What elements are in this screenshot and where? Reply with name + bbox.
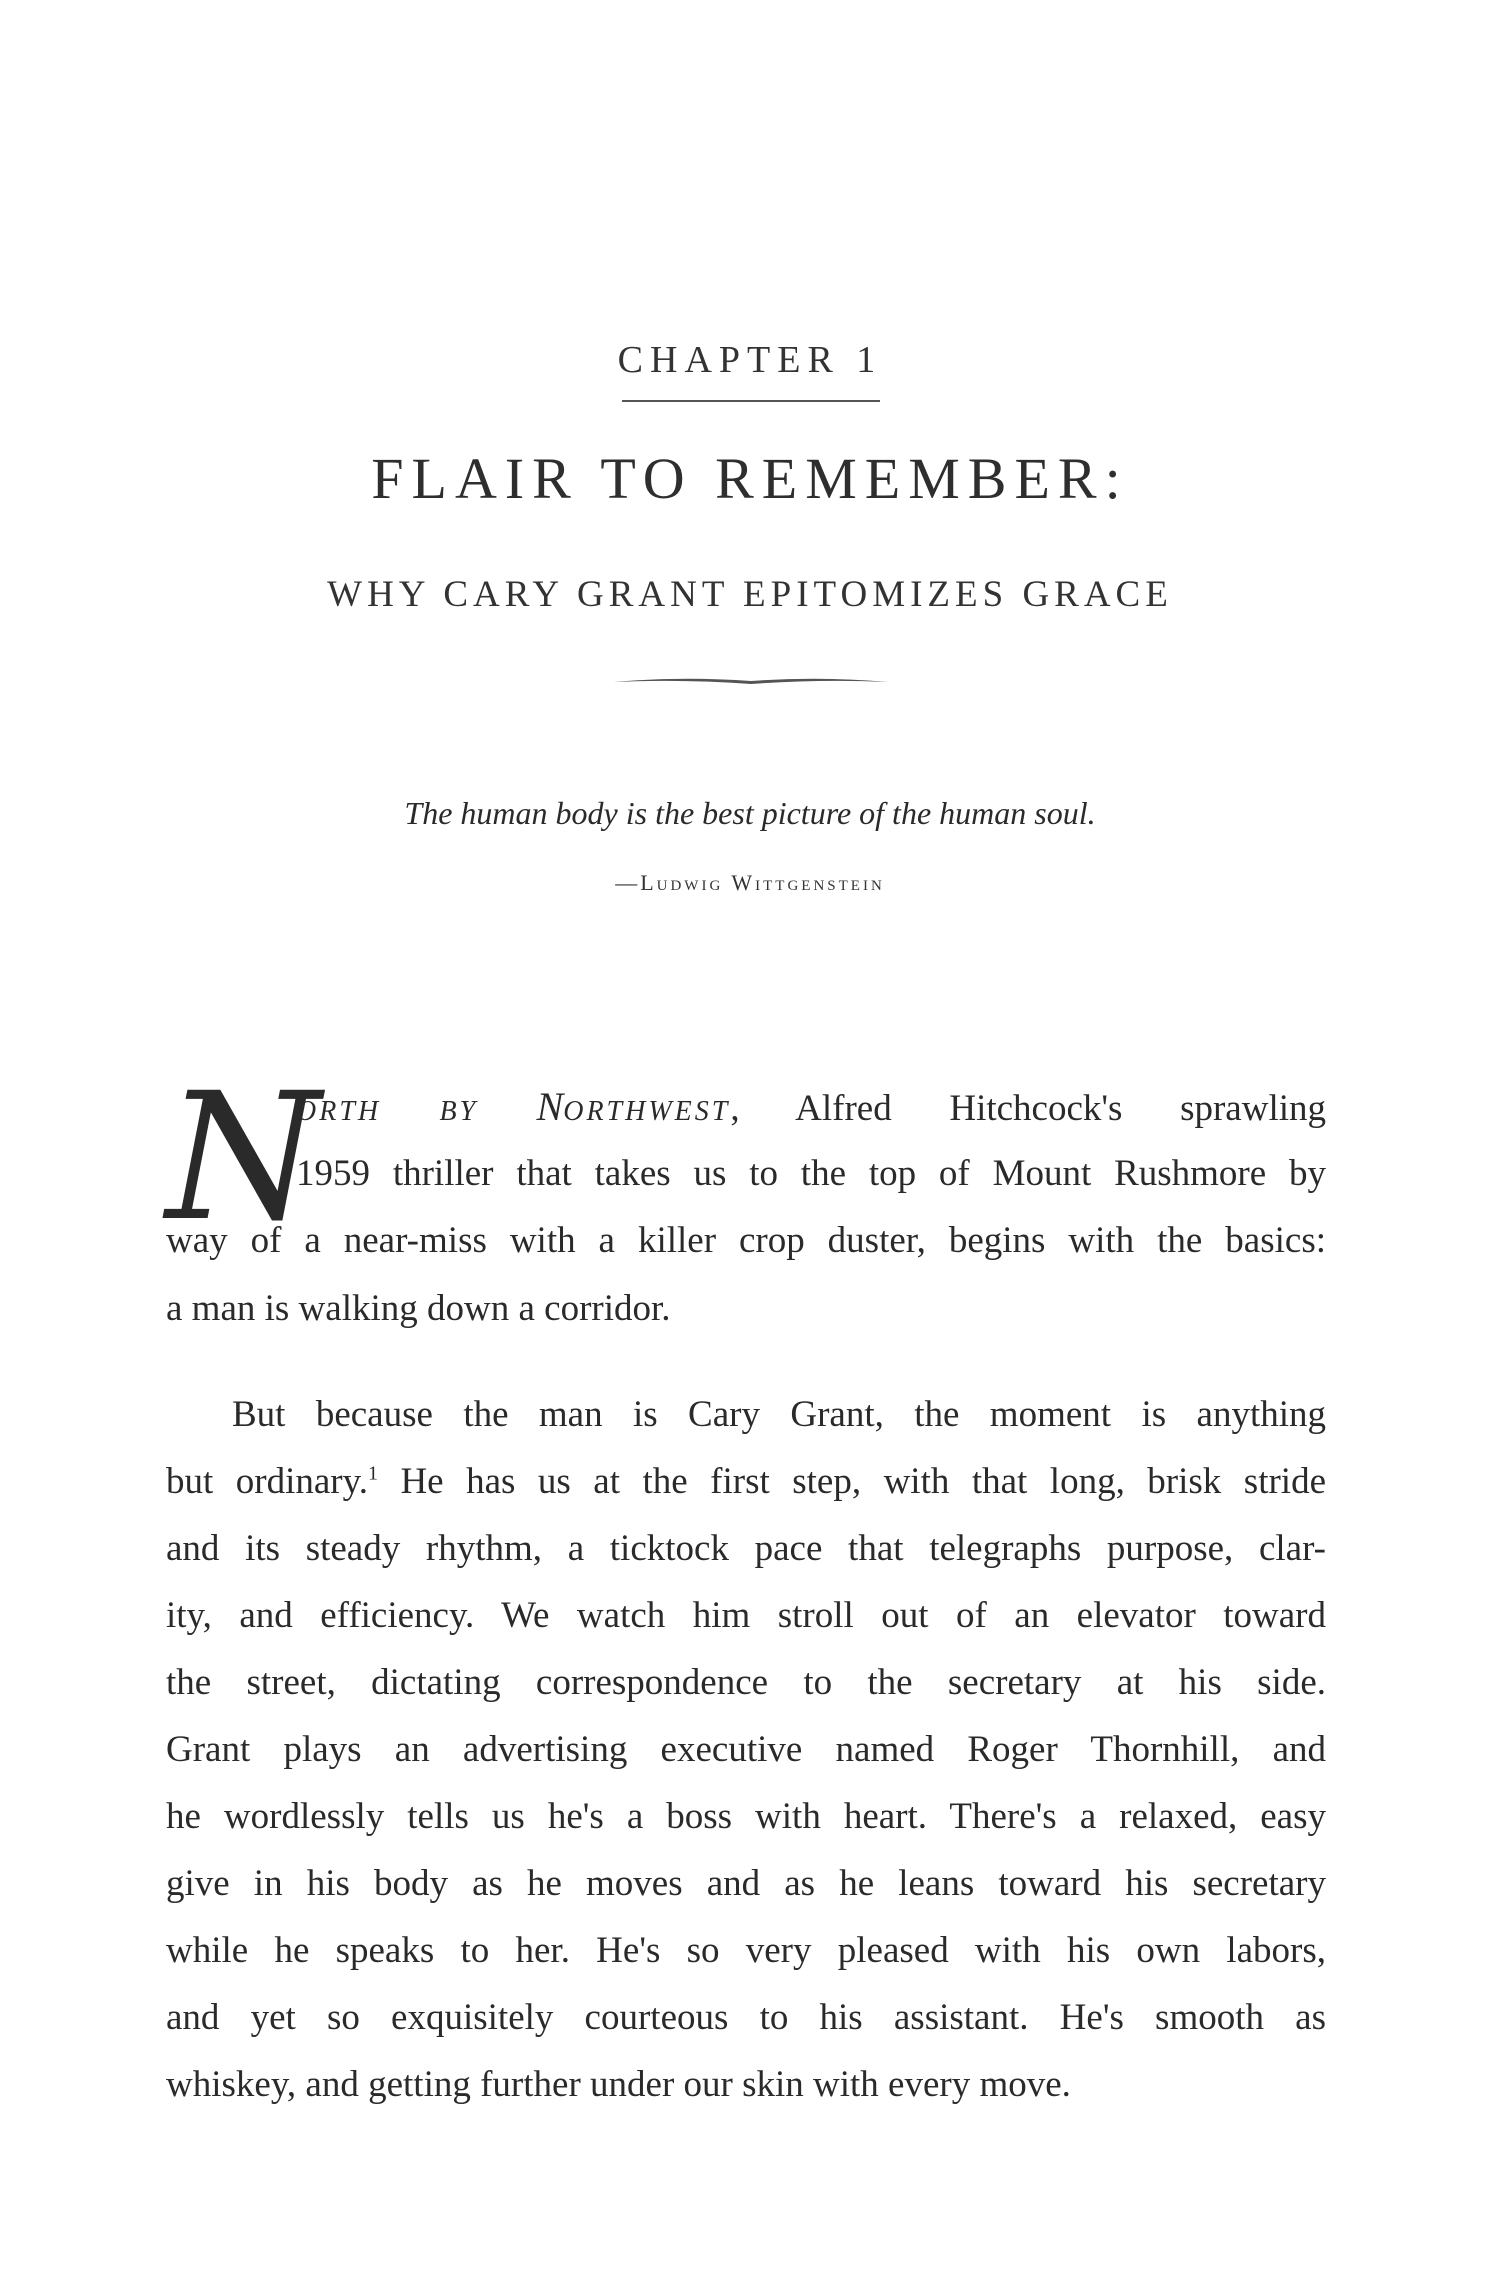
epigraph-quote: The human body is the best picture of the human soul. — [404, 795, 1096, 831]
text-line: and its steady rhythm, a ticktock pace that telegraphs purpose, clar- — [166, 1528, 1326, 1569]
text-line — [296, 1084, 1326, 1129]
line-text: , Alfred Hitchcock's sprawling — [730, 1088, 1326, 1129]
text-line: Grant plays an advertising executive named Roger Thornhill, and — [166, 1729, 1326, 1770]
chapter-number: CHAPTER 1 — [617, 339, 883, 381]
text-line: whiskey, and getting further under our skin with every move. — [166, 2064, 1071, 2105]
text-line: give in his body as he moves and as he leans toward his secretary — [166, 1863, 1326, 1904]
footnote-marker: 1 — [367, 1462, 378, 1485]
text-line: he wordlessly tells us he's a boss with heart. There's a relaxed, easy — [166, 1796, 1326, 1837]
line-text: He has us at the first step, with that long, brisk stride — [377, 1461, 1326, 1502]
chapter-rule — [622, 400, 880, 402]
chapter-subtitle: WHY CARY GRANT EPITOMIZES GRACE — [327, 574, 1173, 615]
text-line: and yet so exquisitely courteous to his assistant. He's smooth as — [166, 1997, 1326, 2038]
epigraph-attribution: —Ludwig Wittgenstein — [615, 870, 885, 895]
text-line: the street, dictating correspondence to the secretary at his side. — [166, 1662, 1326, 1703]
text-line: ity, and efficiency. We watch him stroll out of an elevator toward — [166, 1595, 1326, 1636]
text-line: while he speaks to her. He's so very pleased with his own labors, — [166, 1930, 1326, 1971]
text-line: But because the man is Cary Grant, the moment is anything — [232, 1394, 1326, 1435]
chapter-title: FLAIR TO REMEMBER: — [371, 446, 1129, 511]
text-line: a man is walking down a corridor. — [166, 1288, 671, 1329]
text-line: 1959 thriller that takes us to the top of Mount Rushmore by — [296, 1153, 1326, 1194]
ornament-divider — [612, 672, 890, 692]
lead-in-small-caps: ORTHWEST — [563, 1096, 731, 1127]
lead-in-small-caps: ORTH BY — [296, 1096, 537, 1127]
drop-cap: N — [166, 1055, 320, 1260]
text-line — [166, 1463, 1326, 1500]
lead-in-cap: N — [536, 1084, 564, 1129]
text-line: way of a near-miss with a killer crop duster, begins with the basics: — [166, 1220, 1326, 1261]
line-text: but ordinary. — [166, 1461, 368, 1502]
